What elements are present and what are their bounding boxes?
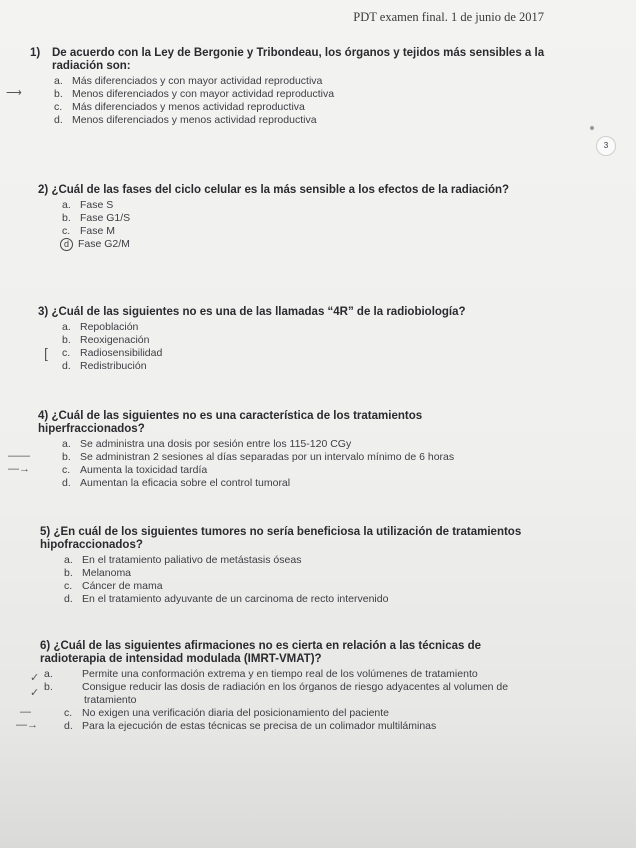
dot-mark [590, 126, 594, 130]
option-4a[interactable]: a. Se administra una dosis por sesión entre los 115-120 CGy [62, 438, 352, 450]
option-3c[interactable]: [ c. Radiosensibilidad [44, 345, 163, 361]
question-4-options [8, 438, 598, 490]
question-5-options [40, 554, 530, 606]
question-5-text: 5) ¿En cuál de los siguientes tumores no sería beneficiosa la utilización de tratamientos hipofraccionados? [40, 526, 522, 551]
exam-header: PDT examen final. 1 de junio de 2017 [353, 10, 544, 24]
option-1a[interactable]: a. Más diferenciados y con mayor actividad reproductiva [54, 75, 323, 87]
option-2a[interactable]: a. Fase S [62, 199, 114, 211]
arrow-mark-icon: —→ [8, 463, 30, 475]
question-6 [16, 640, 540, 733]
option-6a[interactable]: ✓ a. Permite una conformación extrema y en tiempo real de los volúmenes de tratamiento [30, 668, 478, 684]
option-4b[interactable]: —— b. Se administran 2 sesiones al días separadas por un intervalo mínimo de 6 horas [8, 450, 455, 463]
option-3a[interactable]: a. Repoblación [62, 321, 139, 333]
option-1c[interactable]: c. Más diferenciados y menos actividad reproductiva [54, 101, 305, 113]
option-2d[interactable]: d Fase G2/M [38, 238, 558, 251]
arrow-mark-icon: ⟶ [6, 87, 22, 99]
check-mark-icon: ✓ [30, 687, 40, 699]
option-3d[interactable]: d. Redistribución [62, 360, 147, 372]
page-number-badge: 3 [596, 136, 616, 156]
question-6-options [16, 668, 540, 733]
option-6c[interactable]: — c. No exigen una verificación diaria del posicionamiento del paciente [20, 706, 390, 719]
option-5d[interactable]: d. En el tratamiento adyuvante de un carcinoma de recto intervenido [64, 593, 389, 605]
question-3-text: 3) ¿Cuál de las siguientes no es una de las llamadas “4R” de la radiobiología? [38, 306, 466, 318]
option-1d[interactable]: d. Menos diferenciados y menos actividad reproductiva [54, 114, 317, 126]
question-1 [6, 47, 550, 127]
option-5c[interactable]: c. Cáncer de mama [64, 580, 163, 592]
question-1-number: 1) [30, 47, 41, 59]
dash-mark-icon: —— [8, 450, 30, 462]
circled-answer-icon: d [60, 238, 73, 251]
arrow-mark-icon: —→ [16, 719, 38, 731]
question-4-text: 4) ¿Cuál de las siguientes no es una característica de los tratamientos hiperfraccionados? [38, 410, 423, 435]
question-3-options [38, 321, 558, 373]
question-2-text: 2) ¿Cuál de las fases del ciclo celular es la más sensible a los efectos de la radiación? [38, 184, 510, 196]
question-1-text: 1) De acuerdo con la Ley de Bergonie y Tribondeau, los órganos y tejidos más sensibles a la radiación son: [30, 47, 545, 72]
option-4c[interactable]: —→ c. Aumenta la toxicidad tardía [8, 463, 208, 476]
bracket-mark-icon: [ [44, 345, 48, 361]
option-5a[interactable]: a. En el tratamiento paliativo de metástasis óseas [64, 554, 302, 566]
option-4d[interactable]: d. Aumentan la eficacia sobre el control tumoral [62, 477, 291, 489]
question-2-options [38, 199, 558, 251]
option-1b[interactable]: ⟶ b. Menos diferenciados y con mayor actividad reproductiva [6, 87, 335, 100]
question-2 [38, 184, 558, 251]
question-5 [40, 526, 530, 606]
check-mark-icon: ✓ [30, 672, 40, 684]
option-6d[interactable]: —→ d. Para la ejecución de estas técnicas se precisa de un colimador multiláminas [16, 719, 437, 732]
question-1-options [6, 75, 550, 127]
question-3 [38, 306, 558, 373]
dash-mark-icon: — [20, 706, 31, 718]
option-5b[interactable]: b. Melanoma [64, 567, 132, 579]
option-3b[interactable]: b. Reoxigenación [62, 334, 150, 346]
option-2c[interactable]: c. Fase M [62, 225, 116, 237]
option-6b[interactable]: ✓ b. Consigue reducir las dosis de radiación en los órganos de riesgo adyacentes al volumen de tratamiento [30, 681, 509, 706]
question-6-text: 6) ¿Cuál de las siguientes afirmaciones no es cierta en relación a las técnicas de radioterapia de intensidad modulada (IMRT-VMAT)? [40, 640, 482, 665]
question-4 [8, 410, 598, 490]
option-2b[interactable]: b. Fase G1/S [62, 212, 131, 224]
